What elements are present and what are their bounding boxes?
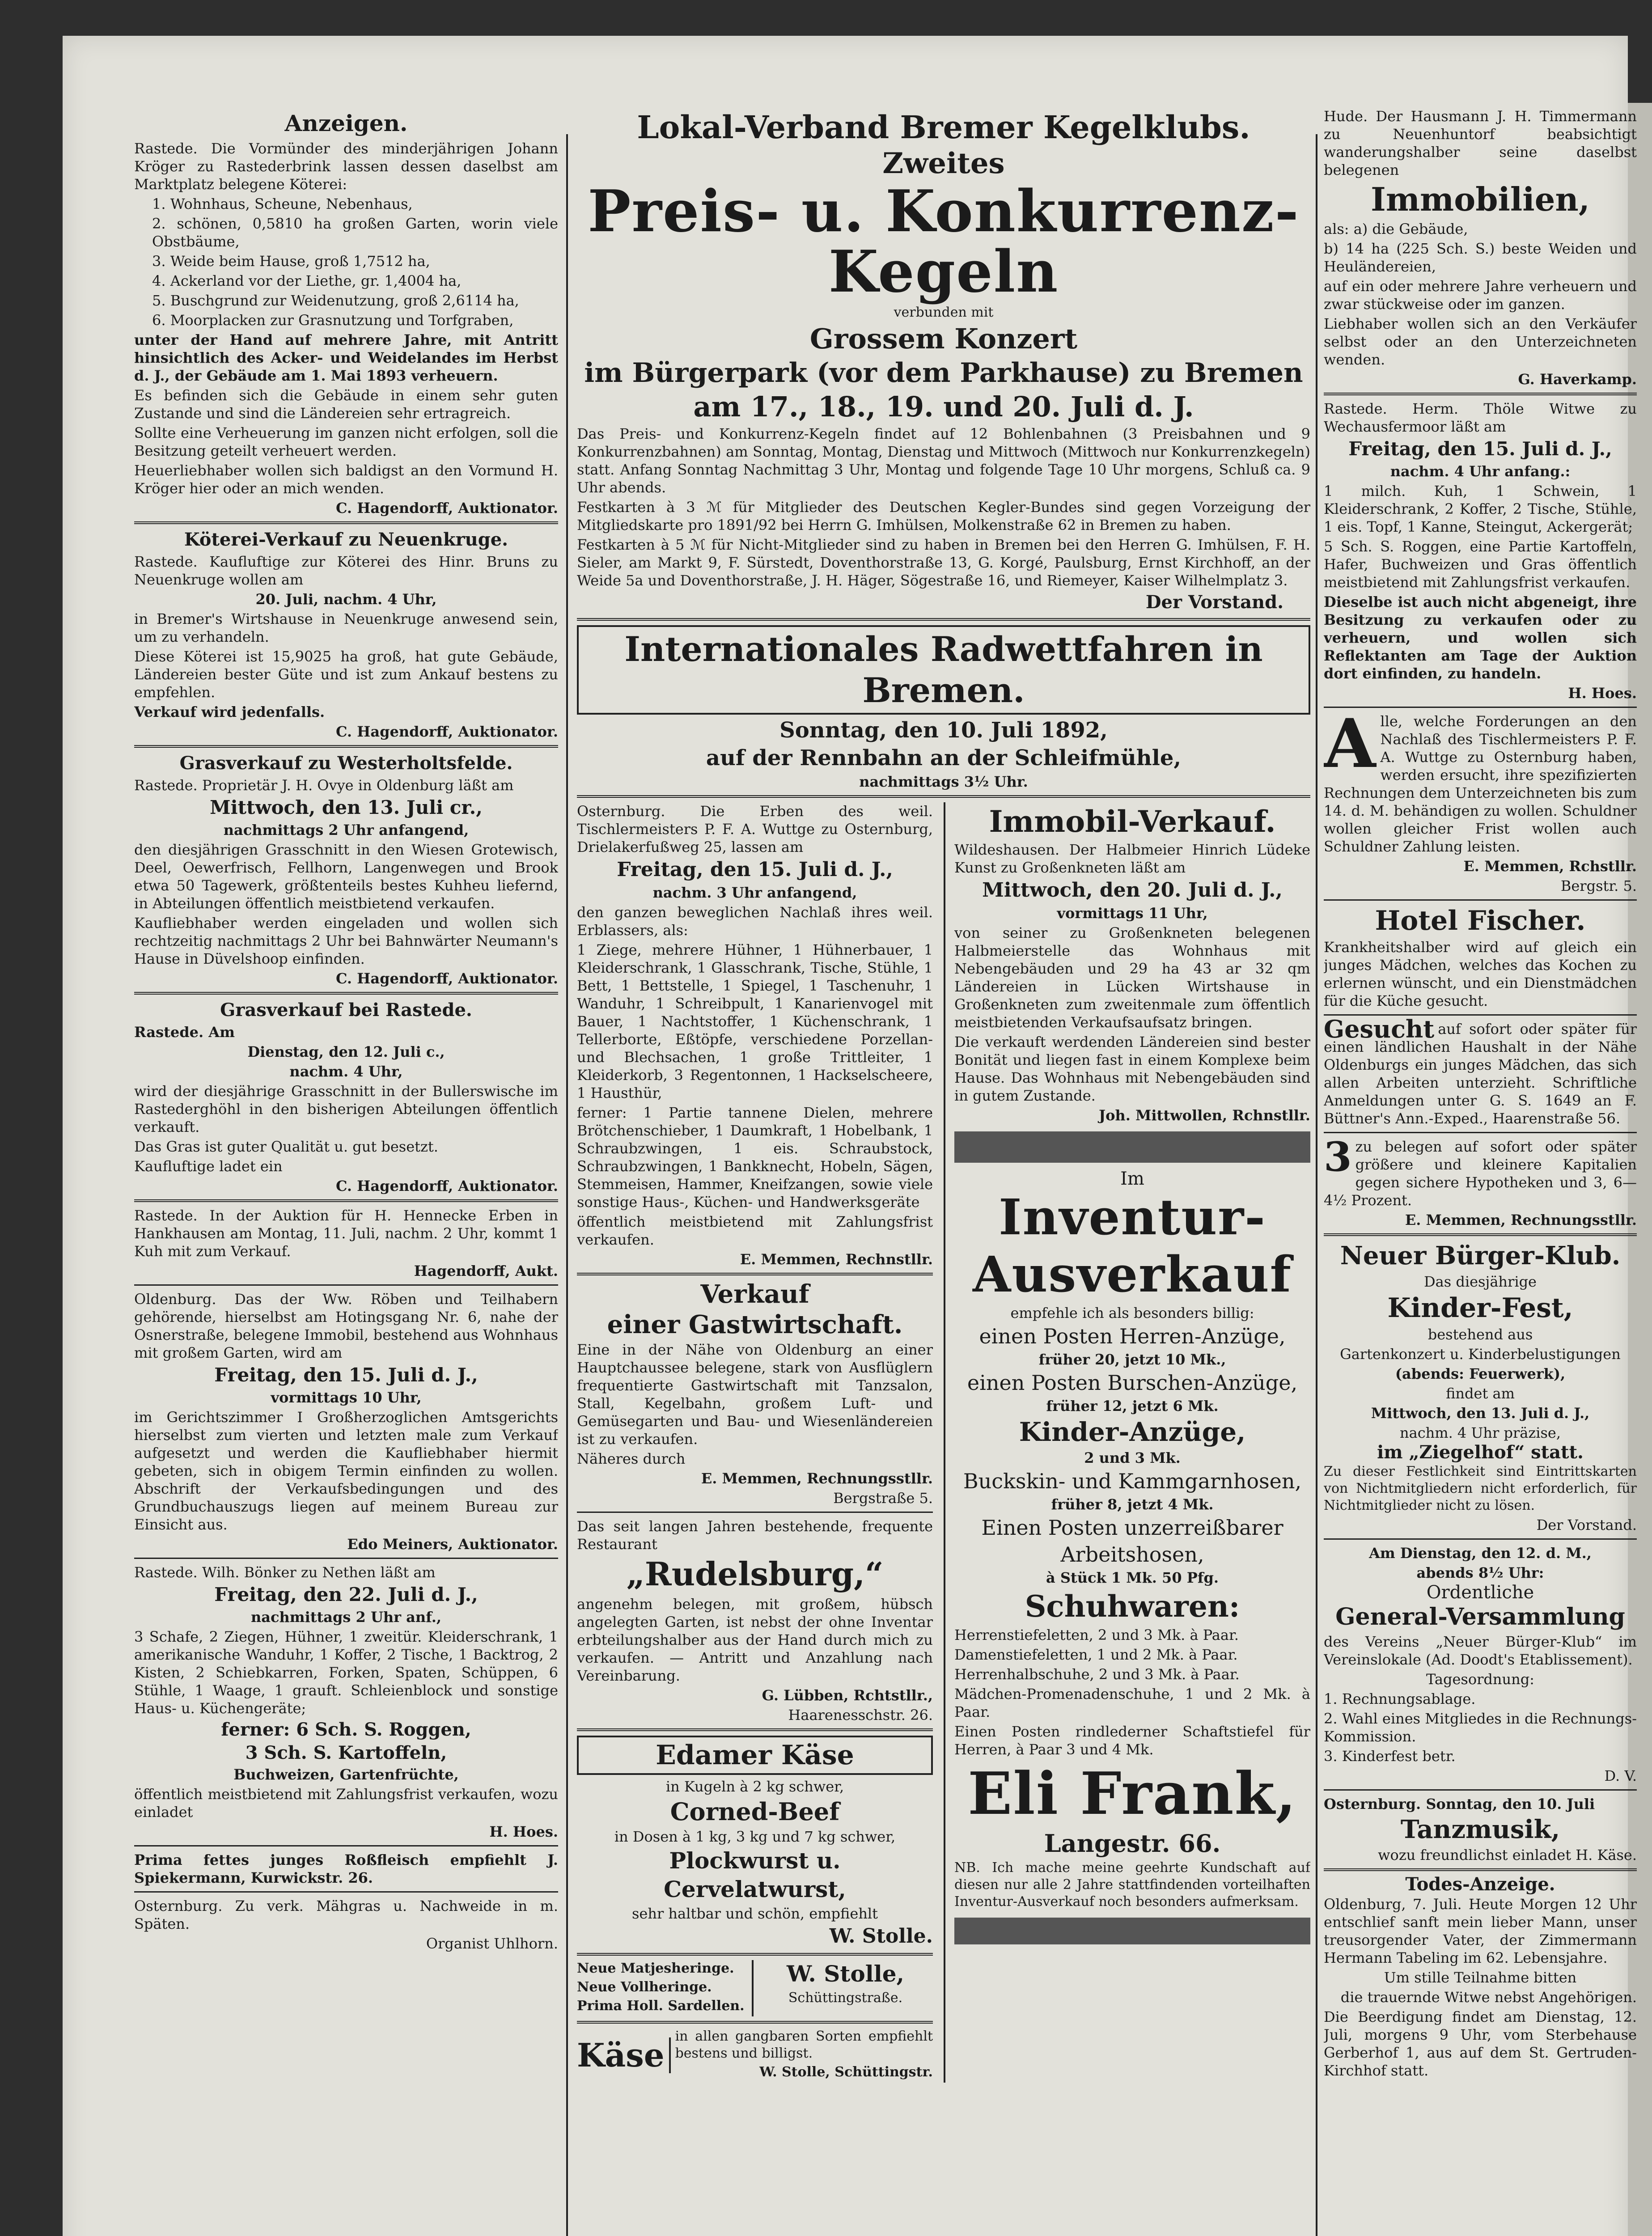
ad-text: wird der diesjährige Grasschnitt in der Bullerswische im Rastederghöhl in den bisherigen Abteilungen öffentlich verkauft. <box>134 1083 558 1135</box>
kaese-title: Käse <box>577 2037 671 2073</box>
ad-date: Freitag, den 15. Juli d. J., <box>214 1364 478 1386</box>
ad-text: den diesjährigen Grasschnitt in den Wiesen Grotewisch, Deel, Oewerfrisch, Fellhorn, Langenwegen und Brook etwa 50 Tagewerk, größtenteils bestes Kuhheu liefernd, in Abteilungen öffentlich meistbietend verkaufen. <box>134 841 558 912</box>
ad-text: öffentlich meistbietend mit Zahlungsfrist verkaufen, wozu einladet <box>134 1786 558 1821</box>
column-left <box>134 107 558 2236</box>
immobilien-title: Immobilien, <box>1371 180 1590 218</box>
divider <box>577 1953 933 1956</box>
divider <box>577 618 1310 621</box>
ad-signature: C. Hagendorff, Auktionator. <box>335 970 558 987</box>
ad-text: des Vereins „Neuer Bürger-Klub“ im Vereinslokale (Ad. Doodt's Etablissement). <box>1324 1633 1637 1668</box>
list-item: als: a) die Gebäude, <box>1324 220 1468 237</box>
list-item: 4. Ackerland vor der Liethe, gr. 1,4004 ha, <box>152 272 462 289</box>
list-item: 5. Buschgrund zur Weidenutzung, groß 2,6114 ha, <box>152 292 519 309</box>
ad-text: im Gerichtszimmer I Großherzoglichen Amtsgerichts hierselbst zum vierten und letzten male zum Verkauf aufgesetzt und werden die Kaufliebhaber hiermit gebeten, sich in obigem Termin einfinden zu wollen. Abschrift der Verkaufsbedingungen und des Grundbuchauszugs liegen auf meinem Bureau zur Einsicht aus. <box>134 1409 558 1533</box>
ad-text: Ordentliche <box>1426 1582 1534 1603</box>
ad-text: Zu dieser Festlichkeit sind Eintrittskarten von Nichtmitgliedern nicht erforderlich, für Nichtmitglieder nicht zu lösen. <box>1324 1464 1637 1513</box>
ad-text: auf ein oder mehrere Jahre verheuern und zwar stückweise oder im ganzen. <box>1324 278 1637 313</box>
ad-item: einen Posten Herren-Anzüge, <box>979 1324 1286 1348</box>
divider <box>1324 899 1637 901</box>
ad-signature: Joh. Mittwollen, Rchnstllr. <box>1098 1107 1310 1124</box>
ad-text: empfehle ich als besonders billig: <box>1010 1304 1254 1321</box>
divider <box>577 1273 933 1275</box>
ad-date: Freitag, den 15. Juli d. J., <box>1348 438 1612 460</box>
subcolumn-left <box>577 802 933 2083</box>
corned-beef-title: Corned-Beef <box>670 1797 840 1826</box>
ad-text: Rastede. Die Vormünder des minderjährigen Johann Kröger zu Rastederbrink lassen dessen daselbst am Marktplatz belegene Köterei: <box>134 140 558 193</box>
kegel-text: Das Preis- und Konkurrenz-Kegeln findet auf 12 Bohlenbahnen (3 Preisbahnen und 9 Konkurrenzbahnen) am Sonntag, Montag, Dienstag und Mittwoch (Mittwoch nur Konkurrenzkegeln) statt. Anfang Sonntag Nachmittag 3 Uhr, Montag und folgende Tage 10 Uhr morgens, Schluß ca. 9 Uhr abends. <box>577 425 1310 496</box>
ad-time: nachm. 3 Uhr anfangend, <box>652 884 857 901</box>
ad-text: Rastede. In der Auktion für H. Hennecke Erben in Hankhausen am Montag, 11. Juli, nachm. 2 Uhr, kommt 1 Kuh mit zum Verkauf. <box>134 1207 558 1260</box>
divider <box>134 521 558 524</box>
plockwurst-title: Plockwurst u. <box>669 1847 841 1874</box>
ad-signature: C. Hagendorff, Auktionator. <box>335 723 558 740</box>
ad-text: Osternburg. Sonntag, den 10. Juli <box>1324 1796 1595 1813</box>
divider <box>577 1512 933 1513</box>
inventur-title: Inventur- <box>999 1188 1266 1246</box>
ad-text: Sollte eine Verheuerung im ganzen nicht erfolgen, soll die Besitzung geteilt verheuert werden. <box>134 424 558 459</box>
ad-item: ferner: 6 Sch. S. Roggen, <box>221 1719 471 1740</box>
column-rule <box>1316 134 1317 2236</box>
ad-date: Mittwoch, den 20. Juli d. J., <box>982 879 1283 902</box>
ad-text: lle, welche Forderungen an den Nachlaß des Tischlermeisters P. F. A. Wuttge zu Osternburg haben, werden ersucht, ihre spezifizierten Rechnungen dem Unterzeichneten bis zum 14. d. M. behändigen zu wollen. Schuldner wollen gleicher Frist wollen auch Schuldner Zahlung leisten. <box>1324 713 1637 855</box>
ad-signature: D. V. <box>1604 1767 1637 1784</box>
list-item: 3. Kinderfest betr. <box>1324 1748 1456 1765</box>
ad-text: in allen gangbaren Sorten empfiehlt bestens und billigst. <box>675 2028 933 2061</box>
section-heading: Anzeigen. <box>284 110 408 136</box>
ad-text: öffentlich meistbietend mit Zahlungsfrist verkaufen. <box>577 1213 933 1248</box>
ad-text: Kaufliebhaber werden eingeladen und wollen sich rechtzeitig nachmittags 2 Uhr bei Bahnwärter Neumann's Hause in Düvelshoop einfinden. <box>134 915 558 967</box>
ad-signature: E. Memmen, Rechnungsstllr. <box>701 1470 933 1487</box>
divider <box>134 992 558 995</box>
matjes-block <box>577 1960 933 2016</box>
gesucht-title: Gesucht <box>1324 1015 1435 1043</box>
kinder-title: Kinder-Anzüge, <box>1019 1417 1246 1447</box>
kegel-concert: Grossem Konzert <box>809 322 1078 355</box>
divider <box>1324 393 1637 395</box>
ad-date: Dienstag, den 12. Juli c., <box>247 1043 445 1060</box>
ad-date: Mittwoch, den 13. Juli d. J., <box>1371 1405 1590 1422</box>
ad-address: Schüttingstraße. <box>788 1990 903 2006</box>
radrennen-place: auf der Rennbahn an der Schleifmühle, <box>706 745 1182 771</box>
subcolumn-right <box>944 802 1310 2083</box>
list-item: 3. Weide beim Hause, groß 1,7512 ha, <box>152 253 430 270</box>
ad-text: Es befinden sich die Gebäude in einem sehr guten Zustande und sind die Ländereien sehr ertragreich. <box>134 387 558 422</box>
divider <box>1324 1538 1637 1540</box>
ad-text: Diese Köterei ist 15,9025 ha groß, hat gute Gebäude, Ländereien bester Güte und ist zum Ankauf bestens zu empfehlen. <box>134 648 558 701</box>
list-item: Einen Posten rindlederner Schaftstiefel für Herren, à Paar 3 und 4 Mk. <box>954 1723 1310 1758</box>
kegel-subtitle: Zweites <box>882 147 1005 180</box>
ad-signature: wozu freundlichst einladet H. Käse. <box>1378 1846 1637 1863</box>
two-column-ads <box>577 802 1310 2083</box>
ad-text: Rastede. Herm. Thöle Witwe zu Wechausfermoor läßt am <box>1324 400 1637 435</box>
gast-title: einer Gastwirtschaft. <box>607 1310 903 1339</box>
ad-time: nachmittags 2 Uhr anfangend, <box>223 822 469 838</box>
kegel-place: im Bürgerpark (vor dem Parkhause) zu Bremen <box>584 357 1303 389</box>
ad-text: Hude. Der Hausmann J. H. Timmermann zu Neuenhuntorf beabsichtigt wanderungshalber seine daselbst belegenen <box>1324 108 1637 178</box>
ad-text: Osternburg. Die Erben des weil. Tischlermeisters P. F. A. Wuttge zu Osternburg, Drielakerfußweg 25, lassen am <box>577 803 933 855</box>
divider <box>1324 1868 1637 1871</box>
ad-signature: Edo Meiners, Auktionator. <box>347 1536 558 1553</box>
ad-signature: E. Memmen, Rechnstllr. <box>740 1251 933 1268</box>
column-middle <box>577 107 1310 2236</box>
ad-signature: E. Memmen, Rechnungsstllr. <box>1405 1211 1637 1228</box>
inventur-title: Ausverkauf <box>973 1245 1292 1303</box>
ad-signature: C. Hagendorff, Auktionator. <box>335 500 558 517</box>
ad-signature: W. Stolle, Schüttingstr. <box>759 2064 933 2080</box>
divider <box>1324 1132 1637 1133</box>
ad-text: Krankheitshalber wird auf gleich ein junges Mädchen, welches das Kochen zu erlernen wünscht, und ein Dienstmädchen für die Küche gesucht. <box>1324 939 1637 1009</box>
ad-title: Grasverkauf bei Rastede. <box>220 999 472 1021</box>
list-item: Mädchen-Promenadenschuhe, 1 und 2 Mk. à Paar. <box>954 1685 1310 1720</box>
ad-text: in Kugeln à 2 kg schwer, <box>665 1778 844 1795</box>
ad-address: Langestr. 66. <box>1044 1829 1221 1858</box>
ad-time: nachm. 4 Uhr anfang.: <box>1390 463 1571 480</box>
ad-time: vormittags 10 Uhr, <box>271 1389 422 1406</box>
radrennen-time: nachmittags 3½ Uhr. <box>859 773 1028 790</box>
decorative-bar <box>954 1918 1310 1944</box>
ad-text: Eine in der Nähe von Oldenburg an einer Hauptchaussee belegene, stark von Ausflüglern frequentierte Gastwirtschaft mit Tanzsalon, Stall, Kegelbahn, großem Luft- und Gemüsegarten und Bau- und Wiesenländereien ist zu verkaufen. <box>577 1341 933 1448</box>
ad-time: abends 8½ Uhr: <box>1416 1564 1544 1581</box>
ad-text: Rastede. Kaufluftige zur Köterei des Hinr. Bruns zu Neuenkruge wollen am <box>134 553 558 588</box>
ad-time: nachm. 4 Uhr präzise, <box>1400 1424 1561 1441</box>
ad-time: nachmittags 2 Uhr anf., <box>250 1609 442 1626</box>
ad-date: Am Dienstag, den 12. d. M., <box>1369 1545 1592 1562</box>
initial-number: 3 <box>1324 1133 1352 1181</box>
kaese-text-block <box>675 2028 933 2083</box>
divider <box>1324 1233 1637 1236</box>
ad-text: Die Beerdigung findet am Dienstag, 12. Juli, morgens 9 Uhr, vom Sterbehause Gerberhof 1, aus auf dem St. Gertruden-Kirchhof statt. <box>1324 2008 1637 2079</box>
rudelsburg-title: „Rudelsburg,“ <box>626 1555 884 1593</box>
ad-text: Das seit langen Jahren bestehende, frequente Restaurant <box>577 1518 933 1553</box>
ad-text: Um stille Teilnahme bitten <box>1384 1969 1577 1986</box>
list-item: Neue Matjesheringe. <box>577 1961 734 1976</box>
ad-signature: G. Haverkamp. <box>1518 371 1637 388</box>
list-item: 1. Rechnungsablage. <box>1324 1690 1476 1707</box>
ad-text: Tagesordnung: <box>1426 1671 1534 1688</box>
ad-signature: Hagendorff, Aukt. <box>414 1262 558 1279</box>
ad-date: 20. Juli, nachm. 4 Uhr, <box>255 591 437 608</box>
kegel-title: Lokal-Verband Bremer Kegelklubs. <box>637 109 1250 146</box>
eli-frank-title: Eli Frank, <box>968 1759 1297 1828</box>
list-item: 6. Moorplacken zur Grasnutzung und Torfgraben, <box>152 312 514 329</box>
ad-text: Näheres durch <box>577 1450 686 1467</box>
ad-text: Gartenkonzert u. Kinderbelustigungen <box>1340 1346 1621 1363</box>
ad-text: Liebhaber wollen sich an den Verkäufer selbst oder an den Unterzeichneten wenden. <box>1324 315 1637 368</box>
ad-item: 3 Sch. S. Kartoffeln, <box>245 1742 447 1763</box>
ad-title: Köterei-Verkauf zu Neuenkruge. <box>184 529 508 550</box>
divider <box>134 1199 558 1202</box>
divider <box>134 745 558 748</box>
ad-text: Rastede. Am <box>134 1024 235 1041</box>
immobil-title: Immobil-Verkauf. <box>989 804 1276 839</box>
kegel-headline: Preis- u. Konkurrenz-Kegeln <box>588 178 1300 305</box>
ad-text: NB. Ich mache meine geehrte Kundschaft auf diesen nur alle 2 Jahre stattfindenden vorteilhaften Inventur-Ausverkauf noch besonders aufmerksam. <box>954 1860 1310 1910</box>
ad-price: 2 und 3 Mk. <box>1084 1449 1181 1466</box>
ad-text: in Bremer's Wirtshause in Neuenkruge anwesend sein, um zu verhandeln. <box>134 610 558 645</box>
ad-price: à Stück 1 Mk. 50 Pfg. <box>1046 1569 1219 1586</box>
matjes-seller <box>758 1960 933 2016</box>
decorative-bar <box>954 1131 1310 1163</box>
ad-text: Das diesjährige <box>1424 1273 1537 1290</box>
ad-item: Arbeitshosen, <box>1060 1542 1204 1567</box>
ad-text: Rastede. Wilh. Bönker zu Nethen läßt am <box>134 1564 436 1581</box>
cervelat-title: Cervelatwurst, <box>664 1876 846 1902</box>
ad-place: im „Ziegelhof“ statt. <box>1377 1442 1584 1463</box>
ad-item: Buchweizen, Gartenfrüchte, <box>233 1766 459 1783</box>
ad-item: Einen Posten unzerreißbarer <box>981 1516 1283 1540</box>
kaese-block <box>577 2028 933 2083</box>
ad-item: einen Posten Burschen-Anzüge, <box>967 1371 1298 1395</box>
ad-signature: W. Stolle. <box>829 1925 933 1948</box>
ad-text: (abends: Feuerwerk), <box>1395 1365 1566 1382</box>
list-item: Herrenhalbschuhe, 2 und 3 Mk. à Paar. <box>954 1666 1240 1683</box>
kegel-text: Festkarten à 5 ℳ für Nicht-Mitglieder sind zu haben in Bremen bei den Herren G. Imhülsen, F. H. Sieler, am Markt 9, F. Sürstedt, Doventhorstraße 13, G. Korgé, Paulsburg, Ernst Kirchhoff, an der Weide 5a und Doventhorstraße, J. H. Häger, Sögestraße 16, und Riemeyer, Kaiser Wilhelmplatz 3. <box>577 536 1310 589</box>
list-item: Prima Holl. Sardellen. <box>577 1998 745 2014</box>
ad-text: in Dosen à 1 kg, 3 kg und 7 kg schwer, <box>614 1828 896 1845</box>
ad-text: sehr haltbar und schön, empfiehlt <box>631 1905 878 1922</box>
ad-text: Dieselbe ist auch nicht abgeneigt, ihre Besitzung zu verkaufen oder zu verheuern, und wollen sich Reflektanten am Tage der Auktion dort einfinden, zu handeln. <box>1324 593 1637 682</box>
ad-signature: W. Stolle, <box>787 1961 904 1987</box>
list-item: Neue Vollheringe. <box>577 1979 712 1995</box>
radrennen-date: Sonntag, den 10. Juli 1892, <box>779 718 1108 743</box>
ad-text: 1 Ziege, mehrere Hühner, 1 Hühnerbauer, 1 Kleiderschrank, 1 Glasschrank, Tische, Stühle, 1 Bett, 1 Bettstelle, 1 Spiegel, 1 Taschenuhr, 1 Wanduhr, 1 Schreibpult, 1 Kanarienvogel mit Bauer, 1 Nachtstoffer, 1 Küchenschrank, 1 Tellerborte, Eßtöpfe, verschiedene Porzellan- und Blechsachen, 1 große Trittleiter, 1 Kleiderkorb, 3 Regentonnen, 1 Hackselscheere, 1 Hausthür, <box>577 941 933 1101</box>
ad-time: nachm. 4 Uhr, <box>289 1063 403 1080</box>
ad-text: Verkauf wird jedenfalls. <box>134 703 325 720</box>
divider <box>1324 1789 1637 1791</box>
ad-text: bestehend aus <box>1427 1326 1533 1343</box>
ad-title: Grasverkauf zu Westerholtsfelde. <box>179 753 513 774</box>
ad-signature: Haarenesschstr. 26. <box>788 1707 933 1724</box>
tanzmusik-title: Tanzmusik, <box>1400 1815 1560 1844</box>
ad-time: vormittags 11 Uhr, <box>1057 905 1208 922</box>
ad-signature: Der Vorstand. <box>1536 1516 1637 1533</box>
ad-text: zu belegen auf sofort oder später größere und kleinere Kapitalien gegen sichere Hypotheken und 3, 6—4½ Prozent. <box>1324 1138 1637 1209</box>
property-list <box>134 195 558 329</box>
ad-text: angenehm belegen, mit großem, hübsch angelegten Garten, ist nebst der ohne Inventar erbteilungshalber aus der Hand durch mich zu verkaufen. — Antritt und Anzahlung nach Vereinbarung. <box>577 1596 933 1684</box>
radrennen-title: Internationales Radwettfahren in Bremen. <box>577 625 1310 715</box>
ad-text: Osternburg. Zu verk. Mähgras u. Nachweide in m. Späten. <box>134 1897 558 1932</box>
list-item: 2. Wahl eines Mitgliedes in die Rechnungs-Kommission. <box>1324 1710 1637 1745</box>
kegel-dates: am 17., 18., 19. und 20. Juli d. J. <box>693 390 1194 423</box>
ad-text: ferner: 1 Partie tannene Dielen, mehrere Brötchenschieber, 1 Daumkraft, 1 Hobelbank, 1 Schraubzwingen, 1 eis. Schraubstock, Schraubzwingen, 1 Bankknecht, Hobeln, Sägen, Stemmeisen, Hammer, Kneifzangen, sowie viele sonstige Haus-, Küchen- und Handwerksgeräte <box>577 1104 933 1211</box>
ad-text: den ganzen beweglichen Nachlaß ihres weil. Erblassers, als: <box>577 904 933 939</box>
divider <box>134 1558 558 1559</box>
list-item: 1. Wohnhaus, Scheune, Nebenhaus, <box>152 195 413 212</box>
ad-text: Wildeshausen. Der Halbmeier Hinrich Lüdeke Kunst zu Großenkneten läßt am <box>954 841 1310 876</box>
divider <box>577 1728 933 1731</box>
ad-text: findet am <box>1446 1385 1515 1402</box>
column-right <box>1324 107 1637 2236</box>
ad-signature: E. Memmen, Rchstllr. <box>1463 858 1637 875</box>
hotel-title: Hotel Fischer. <box>1375 905 1586 936</box>
ad-signature: C. Hagendorff, Auktionator. <box>335 1177 558 1194</box>
ad-signature: G. Lübben, Rchtstllr., <box>762 1687 933 1704</box>
ad-text: Prima fettes junges Roßfleisch empfiehlt J. Spiekermann, Kurwickstr. 26. <box>134 1851 558 1886</box>
ad-date: Freitag, den 15. Juli d. J., <box>617 858 893 881</box>
kegel-text: Festkarten à 3 ℳ für Mitglieder des Deutschen Kegler-Bundes sind gegen Vorzeigung der Mitgliedskarte pro 1891/92 bei Herrn G. Imhülsen, Molkenstraße 62 in Bremen zu haben. <box>577 499 1310 534</box>
divider <box>134 1845 558 1846</box>
gast-title: Verkauf <box>700 1279 809 1309</box>
ad-date: Mittwoch, den 13. Juli cr., <box>210 796 483 818</box>
ad-signature: Bergstr. 5. <box>1560 877 1637 894</box>
ad-text: 5 Sch. S. Roggen, eine Partie Kartoffeln, Hafer, Buchweizen und Gras öffentlich meistbietend mit Zahlungsfrist verkaufen. <box>1324 538 1637 591</box>
list-item: Herrenstiefeletten, 2 und 3 Mk. à Paar. <box>954 1626 1239 1643</box>
todes-title: Todes-Anzeige. <box>1405 1874 1555 1895</box>
ad-price: früher 20, jetzt 10 Mk., <box>1038 1351 1226 1368</box>
ad-signature: H. Hoes. <box>489 1823 558 1840</box>
divider <box>134 1891 558 1893</box>
versammlung-title: General-Versammlung <box>1335 1603 1625 1630</box>
ad-price: früher 12, jetzt 6 Mk. <box>1046 1398 1219 1414</box>
divider <box>577 795 1310 798</box>
ad-text: Oldenburg, 7. Juli. Heute Morgen 12 Uhr entschlief sanft mein lieber Mann, unser treusorgender Vater, der Zimmermann Hermann Tabeling im 62. Lebensjahre. <box>1324 1896 1637 1966</box>
nachlass-ad <box>1324 704 1637 895</box>
column-rule <box>566 134 568 2236</box>
ad-signature: Bergstraße 5. <box>833 1490 933 1507</box>
edamer-title: Edamer Käse <box>577 1736 933 1775</box>
ad-text: Kaufluftige ladet ein <box>134 1158 283 1175</box>
ad-text: Das Gras ist guter Qualität u. gut besetzt. <box>134 1138 438 1155</box>
ad-text: unter der Hand auf mehrere Jahre, mit Antritt hinsichtlich des Acker- und Weidelandes im Herbst d. J., der Gebäude am 1. Mai 1893 verheuern. <box>134 331 558 384</box>
ad-text: 1 milch. Kuh, 1 Schwein, 1 Kleiderschrank, 2 Koffer, 2 Tische, Stühle, 1 eis. Topf, 1 Kanne, Steingut, Ackergerät; <box>1324 483 1637 535</box>
initial-letter: A <box>1324 704 1376 783</box>
ad-item: Buckskin- und Kammgarnhosen, <box>963 1469 1302 1493</box>
matjes-list <box>577 1960 754 2016</box>
schuhwaren-title: Schuhwaren: <box>1025 1589 1240 1624</box>
ad-text: Rastede. Proprietär J. H. Ovye in Oldenburg läßt am <box>134 777 514 794</box>
ad-date: Freitag, den 22. Juli d. J., <box>214 1584 478 1605</box>
ad-text: 3 Schafe, 2 Ziegen, Hühner, 1 zweitür. Kleiderschrank, 1 amerikanische Wanduhr, 1 Koffer, 2 Tische, 1 Backtrog, 2 Kisten, 2 Schiebkarren, Forken, Spaten, Schüppen, 6 Stühle, 1 Waage, 1 grauft. Schleienblock und sonstige Haus- u. Küchengeräte; <box>134 1628 558 1717</box>
kegel-connector: verbunden mit <box>894 305 994 320</box>
list-item: 2. schönen, 0,5810 ha großen Garten, worin viele Obstbäume, <box>152 215 558 250</box>
ad-price: früher 8, jetzt 4 Mk. <box>1051 1496 1214 1513</box>
list-item: Damenstiefeletten, 1 und 2 Mk. à Paar. <box>954 1646 1238 1663</box>
list-item: b) 14 ha (225 Sch. S.) beste Weiden und Heuländereien, <box>1324 240 1637 275</box>
kinderfest-title: Kinder-Fest, <box>1387 1292 1573 1324</box>
kegel-signature: Der Vorstand. <box>1145 592 1283 613</box>
ad-text: Die verkauft werdenden Ländereien sind bester Bonität und liegen fast in einem Komplexe beim Hause. Das Wohnhaus mit Nebengebäuden sind in gutem Zustande. <box>954 1033 1310 1104</box>
ad-signature: Organist Uhlhorn. <box>426 1935 558 1952</box>
divider <box>134 1284 558 1286</box>
divider <box>577 2021 933 2024</box>
ad-text: auf sofort oder später für einen ländlichen Haushalt in der Nähe Oldenburgs ein junges Mädchen, das sich allen Arbeiten unterzieht. Schriftliche Anmeldungen unter G. S. 1649 an F. Büttner's Ann.-Exped., Haarenstraße 56. <box>1324 1021 1637 1127</box>
ad-text: von seiner zu Großenkneten belegenen Halbmeierstelle das Wohnhaus mit Nebengebäuden und 29 ha 43 ar 32 qm Ländereien in Lücken Wirtshause in Großenkneten zum zweitenmale zum öffentlich meistbietenden Verkaufsaufsatz bringen. <box>954 924 1310 1031</box>
ad-signature: H. Hoes. <box>1568 685 1637 702</box>
ad-text: Heuerliebhaber wollen sich baldigst an den Vormund H. Kröger hier oder an mich wenden. <box>134 462 558 497</box>
buergerklub-title: Neuer Bürger-Klub. <box>1340 1241 1621 1270</box>
ad-text: die trauernde Witwe nebst Angehörigen. <box>1340 1989 1637 2006</box>
inventur-intro: Im <box>1120 1169 1144 1189</box>
ad-text: Oldenburg. Das der Ww. Röben und Teilhabern gehörende, hierselbst am Hotingsgang Nr. 6, nahe der Osnerstraße, belegene Immobil, bestehend aus Wohnhaus mit großem Garten, wird am <box>134 1291 558 1361</box>
